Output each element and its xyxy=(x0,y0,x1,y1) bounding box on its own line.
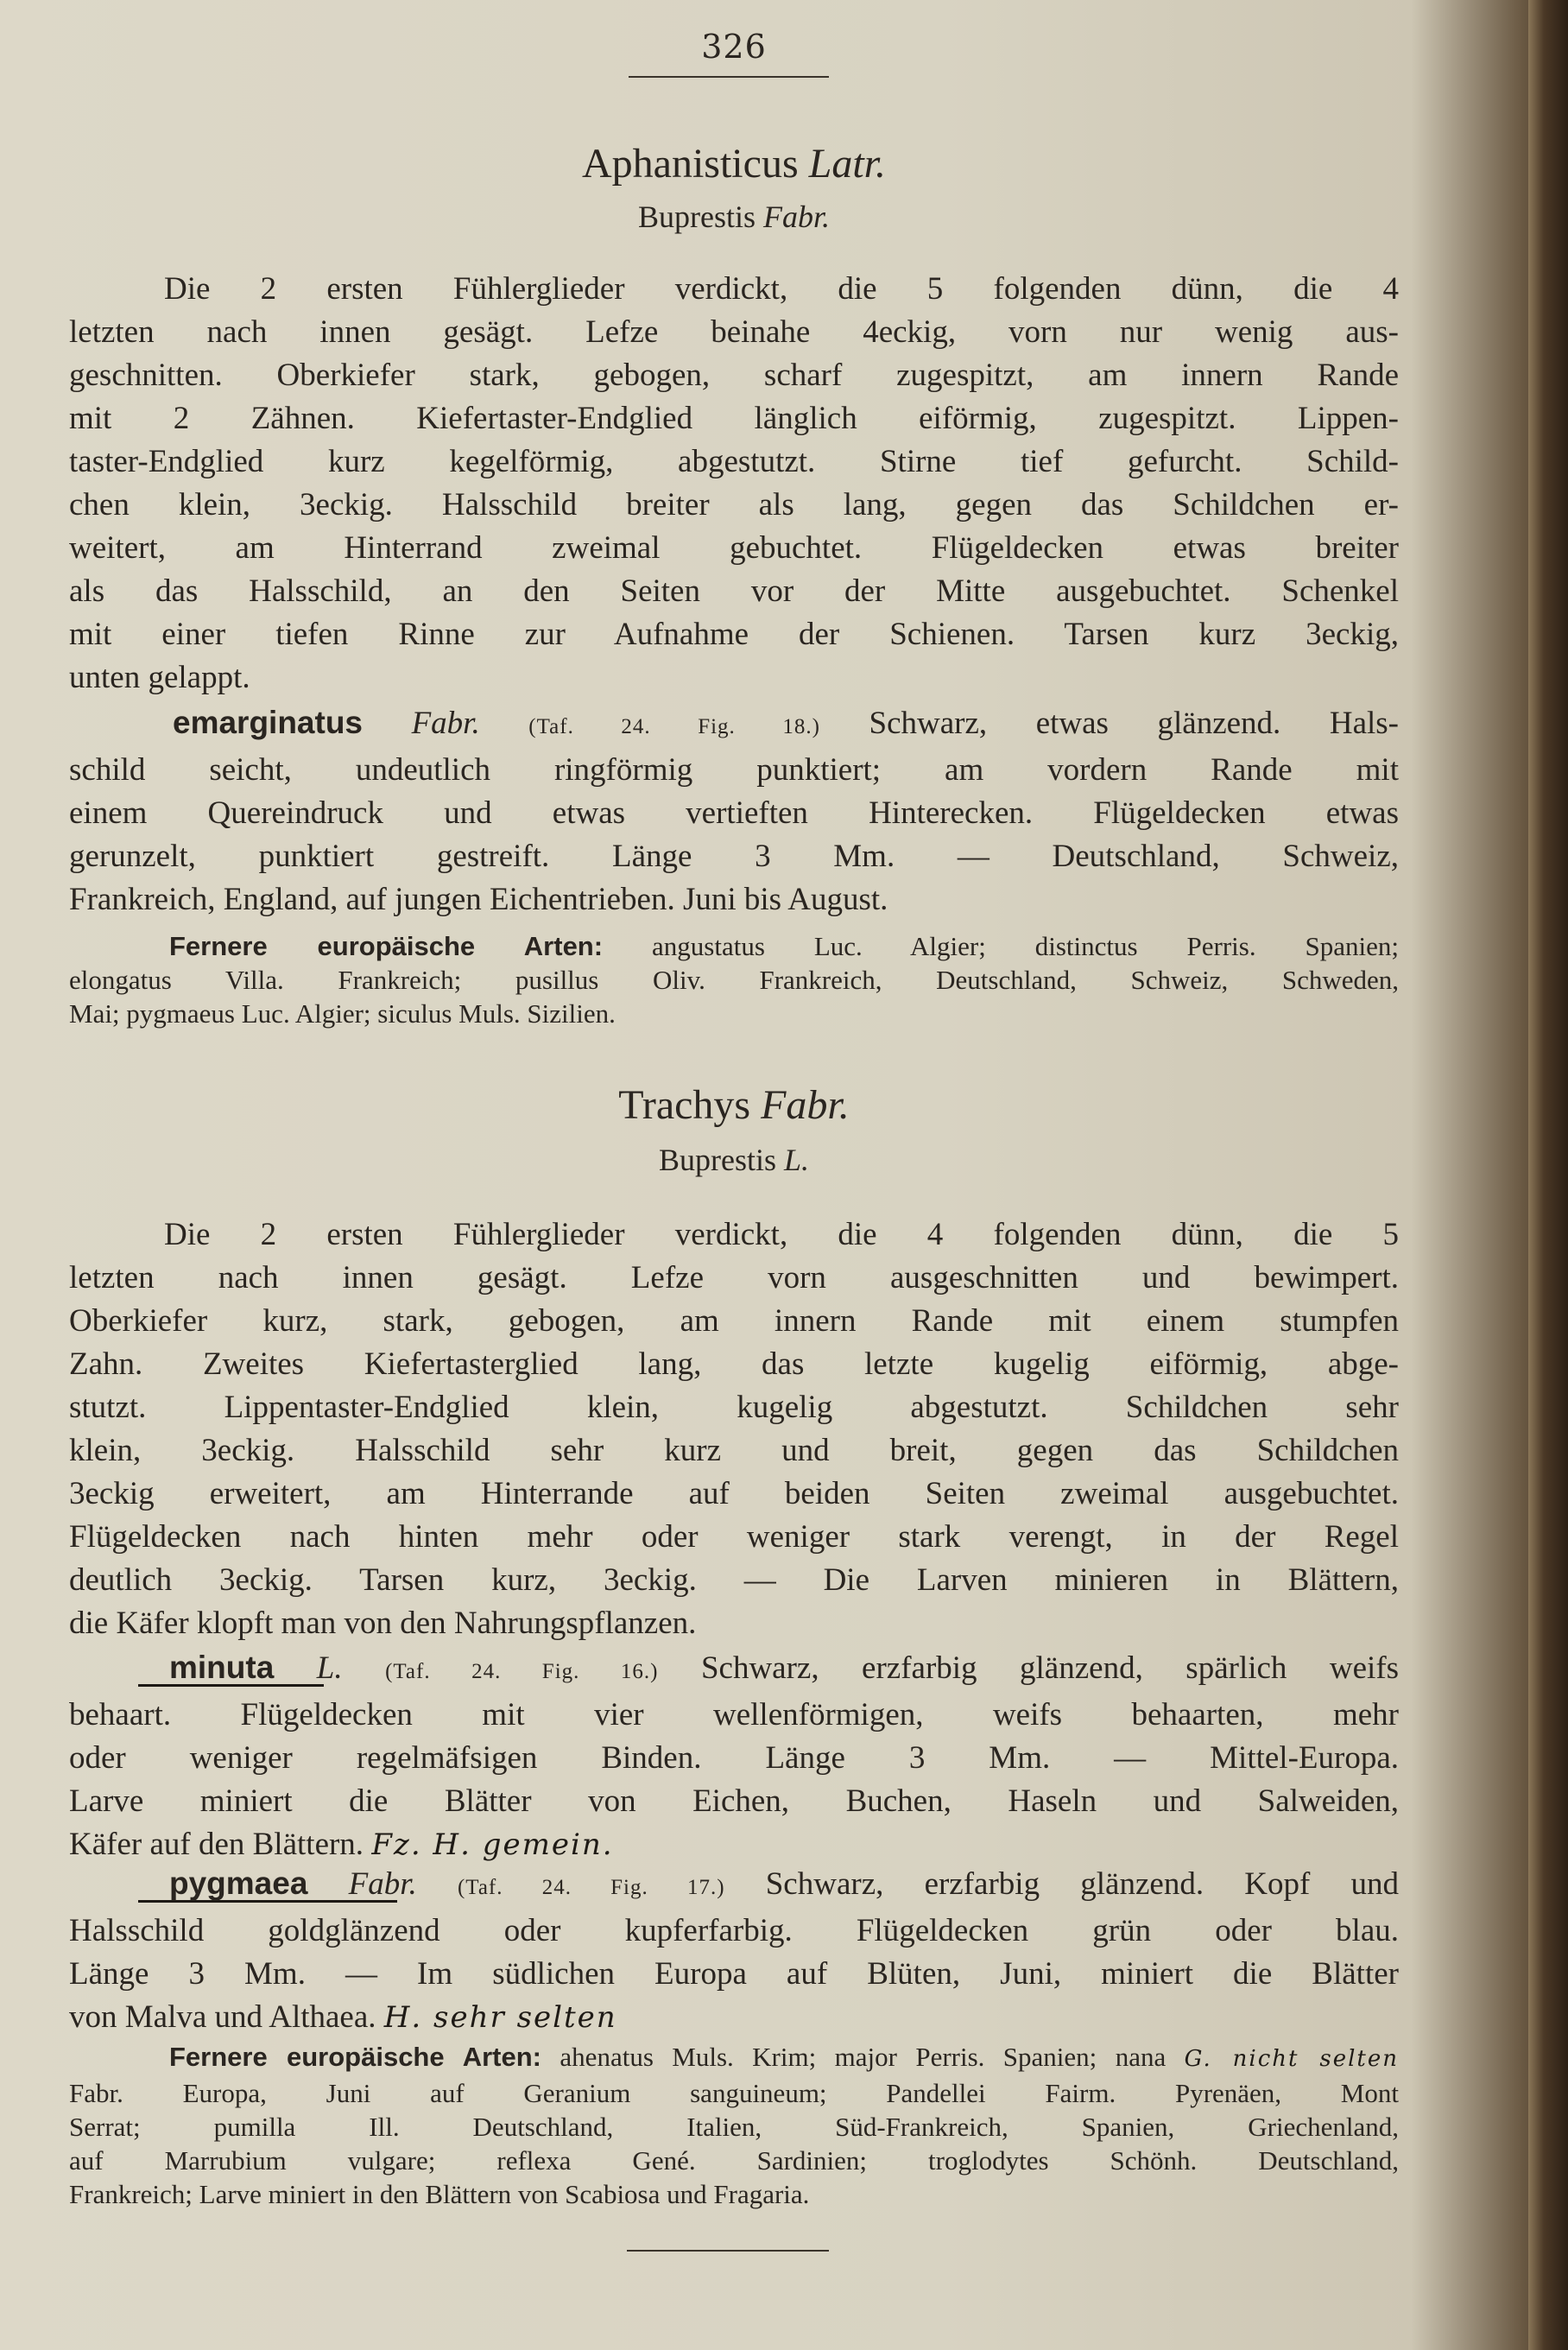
species-author: Fabr. xyxy=(411,706,480,741)
genus-heading-aphanisticus xyxy=(69,140,1399,187)
text-line: oder weniger regelmäfsigen Binden. Länge 3 Mm. — Mittel-Europa. xyxy=(69,1740,1399,1776)
text-line: Frankreich; Larve miniert in den Blättern von Scabiosa und Fragaria. xyxy=(69,2179,810,2209)
species-first-line xyxy=(69,1862,1399,1910)
text-line: weitert, am Hinterrand zweimal gebuchtet. Flügeldecken etwas breiter xyxy=(69,530,1399,566)
text-line: Flügeldecken nach hinten mehr oder weniger stark verengt, in der Regel xyxy=(69,1519,1399,1555)
bottom-rule xyxy=(627,2250,829,2252)
text-line: Die 2 ersten Fühlerglieder verdickt, die 5 folgenden dünn, die 4 xyxy=(164,271,1399,307)
genus-author: Fabr. xyxy=(761,1082,850,1128)
text-line: Käfer auf den Blättern. xyxy=(69,1827,364,1862)
text-line: mit 2 Zähnen. Kiefertaster-Endglied länglich eiförmig, zugespitzt. Lippen- xyxy=(69,401,1399,436)
text-line: schild seicht, undeutlich ringförmig punktiert; am vordern Rande mit xyxy=(69,752,1399,788)
text-line: Fabr. Europa, Juni auf Geranium sanguineum; Pandellei Fairm. Pyrenäen, Mont xyxy=(69,2078,1399,2108)
text-line: Schwarz, erzfarbig glänzend. Kopf und xyxy=(765,1866,1400,1902)
handwritten-margin-note: G. nicht selten xyxy=(1184,2046,1400,2072)
synonym-aphanisticus xyxy=(69,199,1399,235)
species-emarginatus xyxy=(69,701,1399,922)
text-line: die Käfer klopft man von den Nahrungspflanzen. xyxy=(69,1606,697,1641)
genus-name: Trachys xyxy=(618,1082,751,1128)
synonym-name: Buprestis xyxy=(658,1143,776,1177)
synonym-author: L. xyxy=(783,1143,810,1177)
text-line: einem Quereindruck und etwas vertieften Hinterecken. Flügeldecken etwas xyxy=(69,795,1399,831)
text-line: Frankreich, England, auf jungen Eichentrieben. Juni bis August. xyxy=(69,882,888,917)
text-line: Halsschild goldglänzend oder kupferfarbig. Flügeldecken grün oder blau. xyxy=(69,1913,1399,1948)
text-line: Serrat; pumilla Ill. Deutschland, Italien, Süd-Frankreich, Spanien, Griechenland, xyxy=(69,2112,1399,2142)
handwritten-note: H. sehr selten xyxy=(383,2000,617,2035)
genus-description-trachys xyxy=(69,1213,1399,1645)
synonym-name: Buprestis xyxy=(637,200,756,234)
species-first-line xyxy=(69,701,1399,749)
text-line: Larve miniert die Blätter von Eichen, Buchen, Haseln und Salweiden, xyxy=(69,1783,1399,1819)
species-minuta xyxy=(69,1646,1399,1866)
species-first-line xyxy=(69,1646,1399,1694)
text-line: Schwarz, etwas glänzend. Hals- xyxy=(869,706,1400,741)
species-author: Fabr. xyxy=(348,1866,417,1902)
text-line: ahenatus Muls. Krim; major Perris. Spanien; nana xyxy=(560,2042,1167,2072)
text-line: mit einer tiefen Rinne zur Aufnahme der Schienen. Tarsen kurz 3eckig, xyxy=(69,617,1399,652)
text-line: als das Halsschild, an den Seiten vor der Mitte ausgebuchtet. Schenkel xyxy=(69,573,1399,609)
text-line: Zahn. Zweites Kiefertasterglied lang, das letzte kugelig eiförmig, abge- xyxy=(69,1346,1399,1382)
text-line: elongatus Villa. Frankreich; pusillus Oliv. Frankreich, Deutschland, Schweiz, Schweden, xyxy=(69,965,1399,995)
species-name: emarginatus xyxy=(173,705,364,740)
text-line: stutzt. Lippentaster-Endglied klein, kugelig abgestutzt. Schildchen sehr xyxy=(69,1390,1399,1425)
synonym-trachys xyxy=(69,1142,1399,1178)
other-species-label: Fernere europäische Arten: xyxy=(169,931,604,961)
text-line: unten gelappt. xyxy=(69,660,250,695)
genus-author: Latr. xyxy=(808,141,887,187)
text-line: auf Marrubium vulgare; reflexa Gené. Sardinien; troglodytes Schönh. Deutschland, xyxy=(69,2145,1399,2176)
book-spine xyxy=(1528,0,1568,2350)
text-line: klein, 3eckig. Halsschild sehr kurz und breit, gegen das Schildchen xyxy=(69,1433,1399,1468)
text-line: chen klein, 3eckig. Halsschild breiter als lang, gegen das Schildchen er- xyxy=(69,487,1399,523)
text-line: Schwarz, erzfarbig glänzend, spärlich weifs xyxy=(700,1650,1400,1686)
text-line-with-note xyxy=(69,1996,1399,2039)
text-line: Mai; pygmaeus Luc. Algier; siculus Muls. Sizilien. xyxy=(69,998,616,1029)
genus-name: Aphanisticus xyxy=(581,141,799,187)
other-species-trachys xyxy=(69,2040,1399,2211)
figure-reference: (Taf. 24. Fig. 18.) xyxy=(528,715,820,738)
text-line: Oberkiefer kurz, stark, gebogen, am innern Rande mit einem stumpfen xyxy=(69,1303,1399,1339)
text-line: letzten nach innen gesägt. Lefze beinahe 4eckig, vorn nur wenig aus- xyxy=(69,314,1399,350)
text-line: geschnitten. Oberkiefer stark, gebogen, scharf zugespitzt, am innern Rande xyxy=(69,358,1399,393)
text-line: letzten nach innen gesägt. Lefze vorn ausgeschnitten und bewimpert. xyxy=(69,1260,1399,1295)
genus-description-aphanisticus xyxy=(69,268,1399,700)
text-line: behaart. Flügeldecken mit vier wellenförmigen, weifs behaarten, mehr xyxy=(69,1697,1399,1732)
text-line: 3eckig erweitert, am Hinterrande auf beiden Seiten zweimal ausgebuchtet. xyxy=(69,1476,1399,1511)
synonym-author: Fabr. xyxy=(763,200,831,234)
other-species-first-line xyxy=(69,929,1399,963)
figure-reference: (Taf. 24. Fig. 16.) xyxy=(385,1660,659,1683)
text-line-with-note xyxy=(69,1823,1399,1866)
text-line: taster-Endglied kurz kegelförmig, abgestutzt. Stirne tief gefurcht. Schild- xyxy=(69,444,1399,479)
species-name: pygmaea xyxy=(169,1865,308,1901)
other-species-label: Fernere europäische Arten: xyxy=(169,2042,542,2072)
genus-heading-trachys xyxy=(69,1081,1399,1129)
text-line: gerunzelt, punktiert gestreift. Länge 3 Mm. — Deutschland, Schweiz, xyxy=(69,839,1399,874)
species-author: L. xyxy=(316,1650,343,1686)
species-name: minuta xyxy=(169,1650,275,1685)
figure-reference: (Taf. 24. Fig. 17.) xyxy=(457,1876,725,1899)
top-rule xyxy=(629,76,829,78)
text-line: Die 2 ersten Fühlerglieder verdickt, die 4 folgenden dünn, die 5 xyxy=(164,1217,1399,1252)
other-species-first-line xyxy=(69,2040,1399,2076)
handwritten-note: Fz. H. gemein. xyxy=(371,1827,614,1862)
page-number: 326 xyxy=(701,28,767,66)
text-line: von Malva und Althaea. xyxy=(69,1999,376,2035)
text-line: deutlich 3eckig. Tarsen kurz, 3eckig. — Die Larven minieren in Blättern, xyxy=(69,1562,1399,1598)
species-pygmaea xyxy=(69,1862,1399,2039)
text-line: Länge 3 Mm. — Im südlichen Europa auf Blüten, Juni, miniert die Blätter xyxy=(69,1956,1399,1992)
other-species-aphanisticus xyxy=(69,929,1399,1030)
text-line: angustatus Luc. Algier; distinctus Perris. Spanien; xyxy=(652,931,1400,961)
